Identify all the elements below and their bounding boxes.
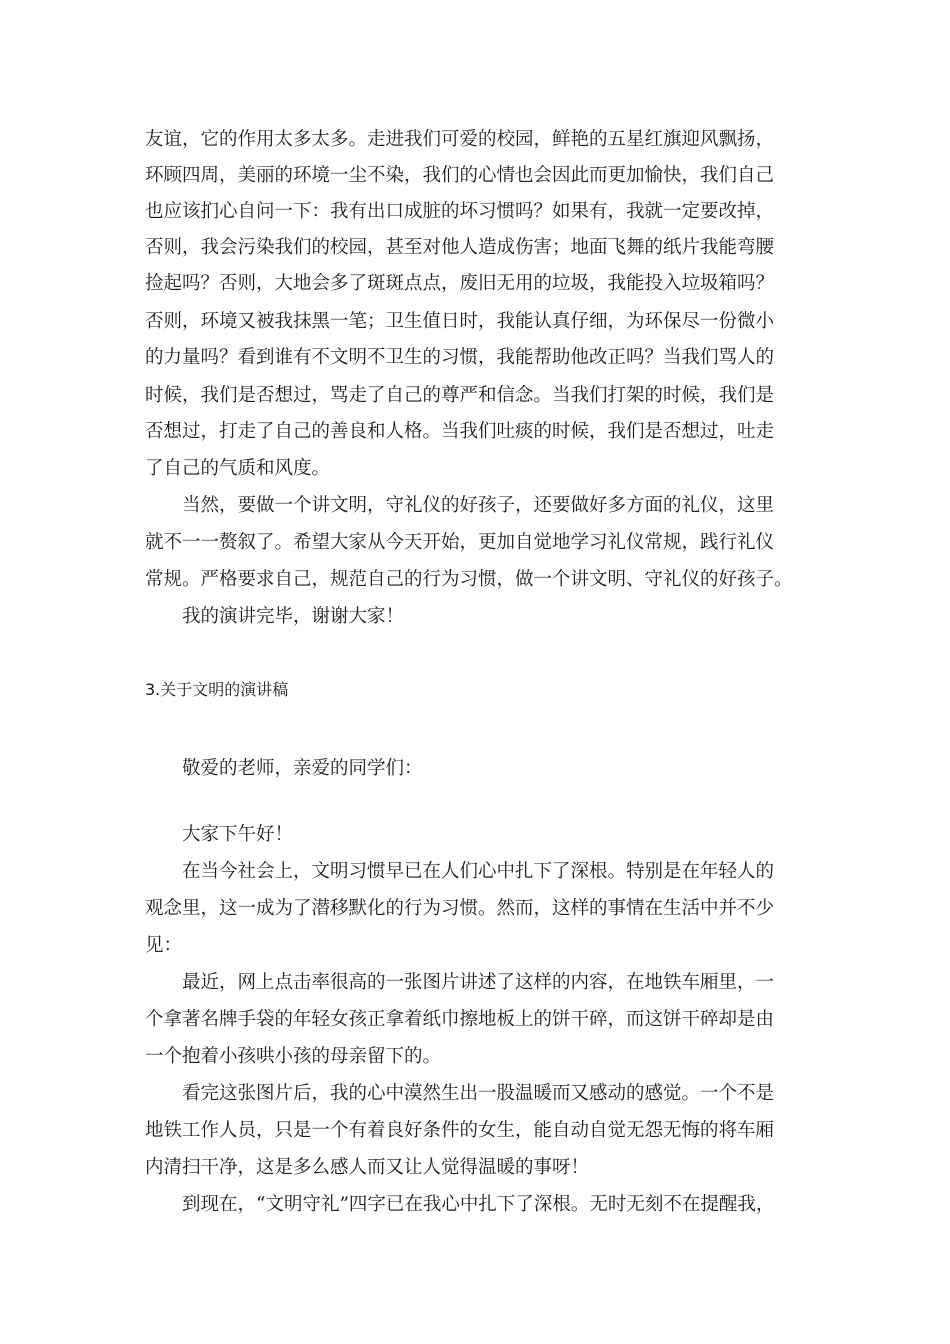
paragraph-line: 了自己的气质和风度。: [145, 458, 331, 479]
paragraph-line: 内清扫干净，这是多么感人而又让人觉得温暖的事呀！: [145, 1157, 590, 1178]
paragraph-line: 一个抱着小孩哄小孩的母亲留下的。: [145, 1046, 442, 1067]
paragraph-line: 到现在，“文明守礼”四字已在我心中扎下了深根。无时无刻不在提醒我，: [182, 1194, 775, 1215]
paragraph-line: 时候，我们是否想过，骂走了自己的尊严和信念。当我们打架的时候，我们是: [145, 385, 775, 406]
paragraph-line: 否则，我会污染我们的校园，甚至对他人造成伤害；地面飞舞的纸片我能弯腰: [145, 237, 775, 258]
paragraph-line: 见：: [145, 935, 183, 956]
paragraph-line: 在当今社会上，文明习惯早已在人们心中扎下了深根。特别是在年轻人的: [182, 861, 775, 882]
paragraph-line: 最近，网上点击率很高的一张图片讲述了这样的内容，在地铁车厢里，一: [182, 972, 775, 993]
paragraph-line: 捡起吗？否则，大地会多了斑斑点点，废旧无用的垃圾，我能投入垃圾箱吗？: [145, 273, 775, 294]
paragraph-line: 常规。严格要求自己，规范自己的行为习惯，做一个讲文明、守礼仪的好孩子。: [145, 569, 793, 590]
paragraph-line: 个拿著名牌手袋的年轻女孩正拿着纸巾擦地板上的饼干碎，而这饼干碎却是由: [145, 1009, 775, 1030]
section-title: 3.关于文明的演讲稿: [145, 680, 289, 699]
paragraph-line: 当然，要做一个讲文明，守礼仪的好孩子，还要做好多方面的礼仪，这里: [182, 495, 775, 516]
paragraph-line: 就不一一赘叙了。希望大家从今天开始，更加自觉地学习礼仪常规，践行礼仪: [145, 532, 775, 553]
paragraph-line: 否想过，打走了自己的善良和人格。当我们吐痰的时候，我们是否想过，吐走: [145, 421, 775, 442]
paragraph-line: 观念里，这一成为了潜移默化的行为习惯。然而，这样的事情在生活中并不少: [145, 898, 775, 919]
paragraph-line: 地铁工作人员，只是一个有着良好条件的女生，能自动自觉无怨无悔的将车厢: [145, 1120, 775, 1141]
paragraph-line: 的力量吗？看到谁有不文明不卫生的习惯，我能帮助他改正吗？当我们骂人的: [145, 347, 775, 368]
closing-line: 我的演讲完毕，谢谢大家！: [182, 606, 405, 627]
paragraph-line: 看完这张图片后，我的心中漠然生出一股温暖而又感动的感觉。一个不是: [182, 1083, 775, 1104]
salutation: 敬爱的老师，亲爱的同学们：: [182, 758, 423, 779]
paragraph-line: 否则，环境又被我抹黑一笔；卫生值日时，我能认真仔细，为环保尽一份微小: [145, 311, 775, 332]
paragraph-line: 也应该扪心自问一下：我有出口成脏的坏习惯吗？如果有，我就一定要改掉，: [145, 201, 775, 222]
paragraph-line: 友谊，它的作用太多太多。走进我们可爱的校园，鲜艳的五星红旗迎风飘扬，: [145, 129, 775, 150]
paragraph-line: 环顾四周，美丽的环境一尘不染，我们的心情也会因此而更加愉快，我们自己: [145, 165, 775, 186]
greeting: 大家下午好！: [182, 824, 294, 845]
